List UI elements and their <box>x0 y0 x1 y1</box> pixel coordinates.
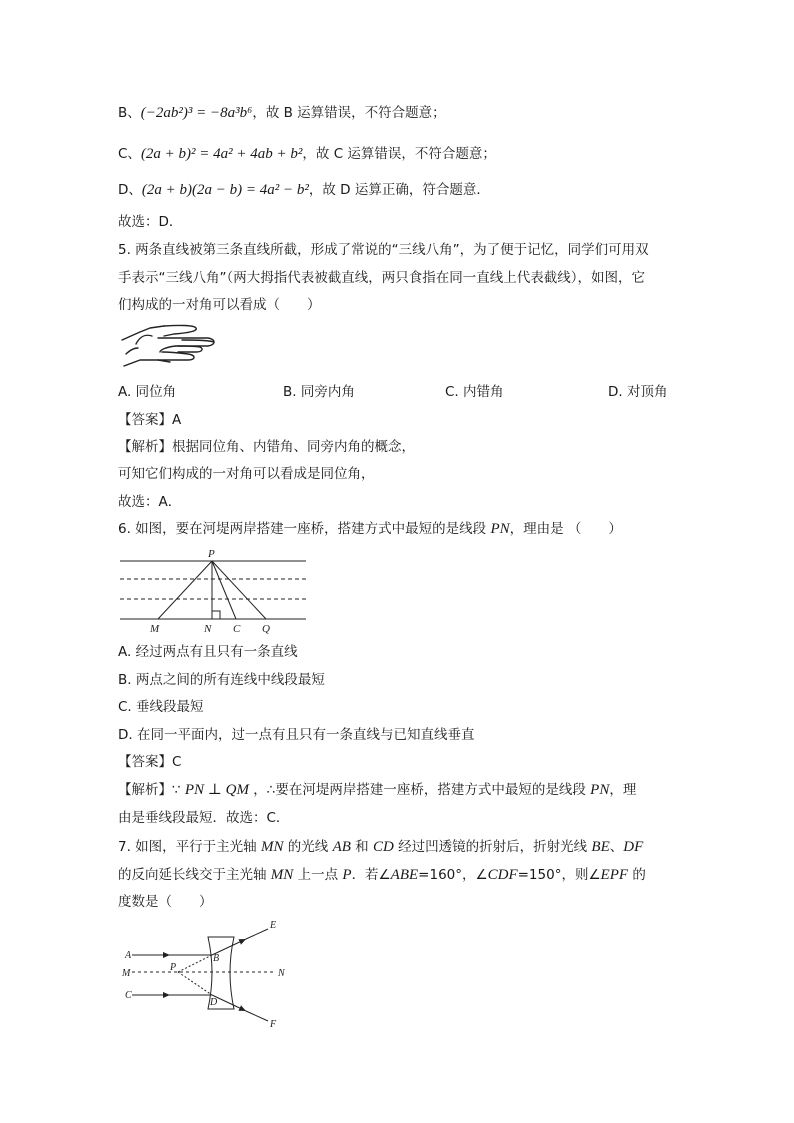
river-bridge-figure <box>118 545 308 637</box>
q4-option-b-prefix: B、 <box>118 105 141 121</box>
q5-conclusion: 故选：A． <box>118 494 182 510</box>
q6-option-a: A. 经过两点有且只有一条直线 <box>118 644 298 660</box>
q6-analysis-a: 【解析】∵ <box>118 782 185 798</box>
q5-answer: 【答案】A <box>118 412 182 428</box>
label-d: D <box>210 997 218 1008</box>
label-p: P <box>208 548 215 560</box>
q7-l2-m5: EPF <box>600 867 629 883</box>
q7-l1-m2: AB <box>332 839 351 855</box>
q7-l1-b: 的光线 <box>283 839 333 855</box>
label-m: M <box>122 968 131 979</box>
concave-lens-figure <box>118 915 298 1033</box>
q7-l1-a: 7. 如图，平行于主光轴 <box>118 839 261 855</box>
q4-option-d-prefix: D、 <box>118 182 142 198</box>
q5-analysis-line2: 可知它们构成的一对角可以看成是同位角， <box>118 466 375 482</box>
q4-option-c <box>118 145 496 163</box>
q7-stem-line1 <box>118 838 643 856</box>
q7-l2-c: ．若∠ <box>351 867 391 883</box>
label-e: E <box>270 920 277 931</box>
q4-conclusion: 故选：D． <box>118 214 183 230</box>
label-m: M <box>150 623 160 635</box>
q7-l2-m1: MN <box>270 867 294 883</box>
label-c: C <box>125 990 132 1001</box>
q5-option-b: B. 同旁内角 <box>283 384 355 400</box>
label-n: N <box>204 623 212 635</box>
q4-option-d-formula: (2a + b)(2a − b) = 4a² − b² <box>141 182 309 198</box>
q7-l1-m5: DF <box>623 839 644 855</box>
q7-l1-e: 、 <box>609 839 624 855</box>
q7-l1-c: 和 <box>350 839 373 855</box>
q7-l2-m4: CDF <box>487 867 518 883</box>
label-b: B <box>213 953 220 964</box>
q6-analysis-math1: PN ⊥ QM <box>184 782 249 798</box>
q5-stem-line3: 们构成的一对角可以看成（ ） <box>118 297 321 313</box>
q4-option-c-prefix: C、 <box>118 146 141 162</box>
q7-l2-m2: P <box>342 867 352 883</box>
q7-stem-line3: 度数是（ ） <box>118 894 213 910</box>
q6-option-c: C. 垂线段最短 <box>118 699 204 715</box>
q4-option-b <box>118 104 446 122</box>
q6-stem-math: PN <box>490 521 510 537</box>
q7-l1-m4: BE <box>591 839 610 855</box>
q4-option-d <box>118 181 490 199</box>
q4-option-c-text: ，故 C 运算错误，不符合题意； <box>302 146 496 162</box>
q4-option-d-text: ，故 D 运算正确，符合题意． <box>308 182 490 198</box>
q7-l1-d: 经过凹透镜的折射后，折射光线 <box>393 839 592 855</box>
label-a: A <box>125 950 132 961</box>
q6-answer: 【答案】C <box>118 754 182 770</box>
q7-l2-m3: ABE <box>390 867 419 883</box>
q4-option-b-formula: (−2ab²)³ = −8a³b⁶ <box>140 105 253 121</box>
label-f: F <box>270 1019 277 1030</box>
q7-l1-m1: MN <box>260 839 284 855</box>
q5-option-a: A. 同位角 <box>118 384 177 400</box>
q6-analysis-b: ，∴要在河堤两岸搭建一座桥，搭建方式中最短的是线段 <box>249 782 591 798</box>
label-p: P <box>170 962 177 973</box>
q6-analysis-math2: PN <box>590 782 610 798</box>
q5-stem-line1: 5. 两条直线被第三条直线所截，形成了常说的“三线八角”，为了便于记忆，同学们可用双 <box>118 242 649 258</box>
q6-option-b: B. 两点之间的所有连线中线段最短 <box>118 672 325 688</box>
q4-option-c-formula: (2a + b)² = 4a² + 4ab + b² <box>140 146 303 162</box>
q6-option-d: D. 在同一平面内，过一点有且只有一条直线与已知直线垂直 <box>118 727 475 743</box>
q5-option-d: D. 对顶角 <box>608 384 668 400</box>
q6-analysis-line1 <box>118 781 636 799</box>
q5-stem-line2: 手表示“三线八角”（两大拇指代表被截直线，两只食指在同一直线上代表截线），如图，它 <box>118 270 645 286</box>
hands-figure <box>118 322 220 372</box>
label-q: Q <box>262 623 270 635</box>
q6-stem-pre: 6. 如图，要在河堤两岸搭建一座桥，搭建方式中最短的是线段 <box>118 521 491 537</box>
q4-option-b-text: ，故 B 运算错误，不符合题意； <box>252 105 446 121</box>
q6-stem <box>118 520 622 538</box>
q5-option-c: C. 内错角 <box>445 384 504 400</box>
label-c: C <box>233 623 241 635</box>
q7-stem-line2 <box>118 866 646 884</box>
q7-l2-d: =160°，∠ <box>418 867 488 883</box>
q7-l2-b: 上一点 <box>293 867 343 883</box>
q7-l1-m3: CD <box>372 839 394 855</box>
q6-stem-post: ，理由是 （ ） <box>509 521 622 537</box>
q6-analysis-line2: 由是垂线段最短．故选：C． <box>118 810 290 826</box>
q7-l2-a: 的反向延长线交于主光轴 <box>118 867 271 883</box>
q7-l2-f: 的 <box>628 867 646 883</box>
q6-analysis-c: ，理 <box>609 782 637 798</box>
q5-analysis-line1: 【解析】根据同位角、内错角、同旁内角的概念， <box>118 439 415 455</box>
q7-l2-e: =150°，则∠ <box>517 867 601 883</box>
label-n: N <box>278 968 285 979</box>
